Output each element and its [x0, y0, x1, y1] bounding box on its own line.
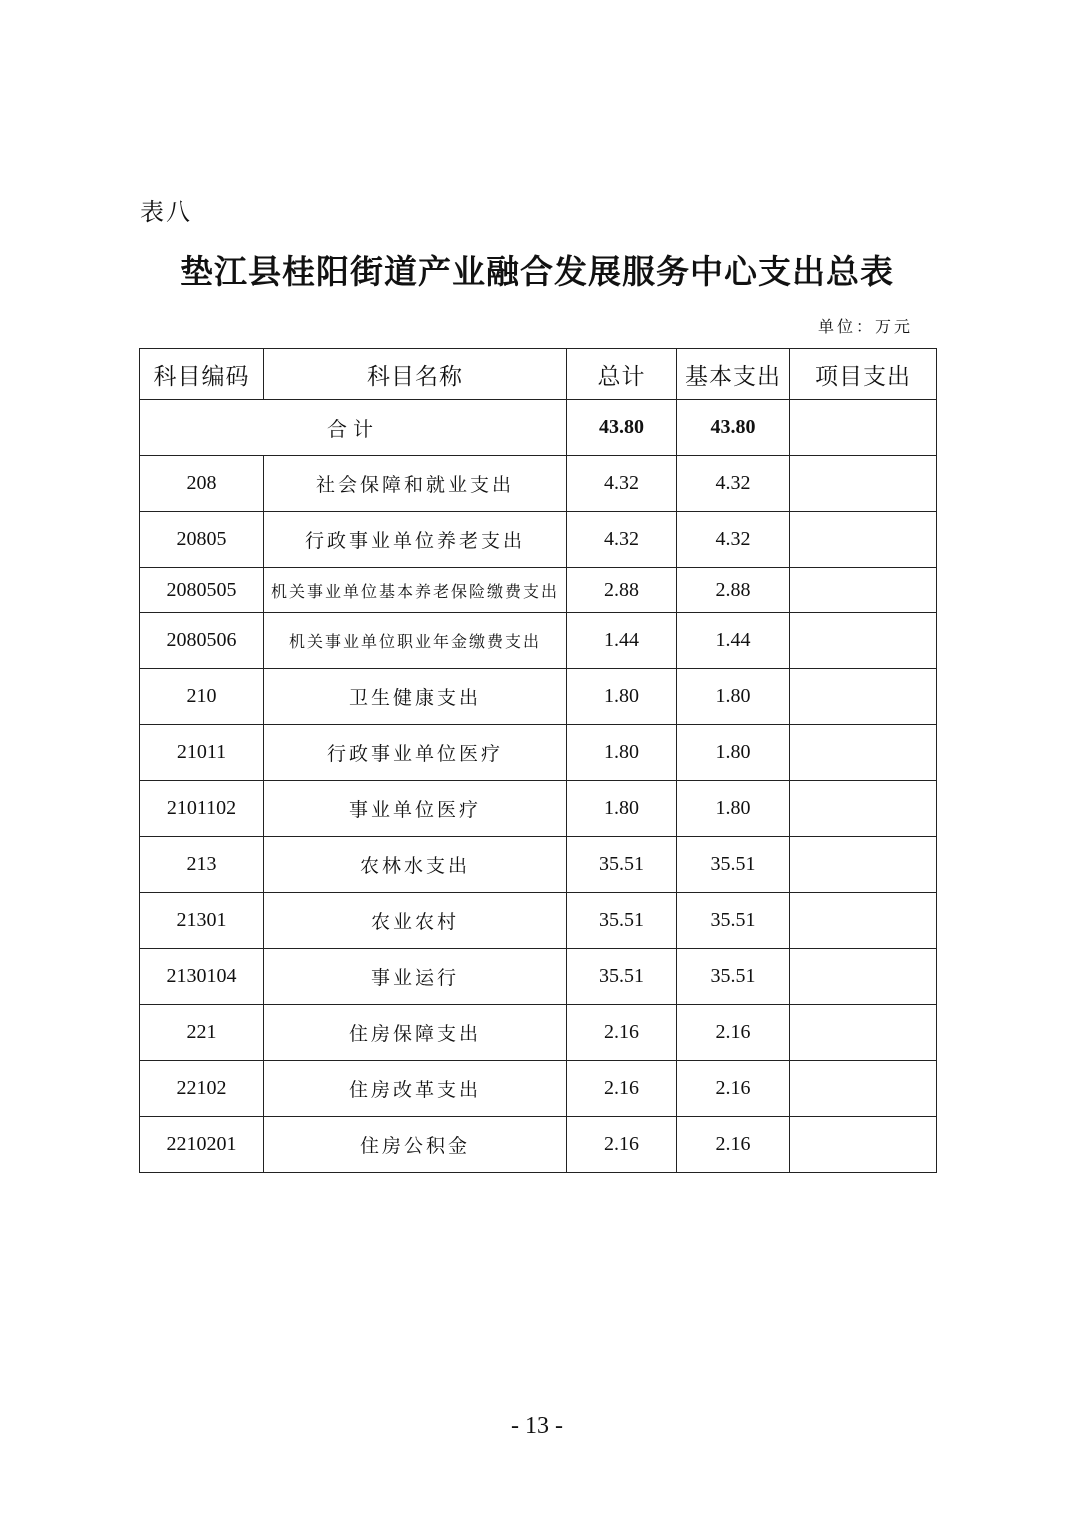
- row-name: 农林水支出: [264, 837, 567, 893]
- header-basic: 基本支出: [677, 349, 790, 400]
- row-total: 2.16: [567, 1005, 677, 1061]
- row-total: 2.88: [567, 568, 677, 613]
- table-row: [140, 1005, 937, 1061]
- row-project: [790, 725, 937, 781]
- table-header-row: [140, 349, 937, 400]
- row-code: 221: [140, 1005, 264, 1061]
- table-row: [140, 725, 937, 781]
- row-code: 210: [140, 669, 264, 725]
- row-code: 20805: [140, 512, 264, 568]
- row-project: [790, 1061, 937, 1117]
- page-title: 垫江县桂阳街道产业融合发展服务中心支出总表: [180, 252, 894, 291]
- row-basic: 35.51: [677, 893, 790, 949]
- header-project: 项目支出: [790, 349, 937, 400]
- total-amount: 43.80: [567, 400, 677, 456]
- row-code: 2101102: [140, 781, 264, 837]
- row-project: [790, 669, 937, 725]
- row-name: 机关事业单位职业年金缴费支出: [264, 613, 567, 669]
- row-basic: 4.32: [677, 456, 790, 512]
- row-name: 住房保障支出: [264, 1005, 567, 1061]
- row-basic: 35.51: [677, 837, 790, 893]
- table-row: [140, 837, 937, 893]
- expenditure-table: [139, 348, 937, 1173]
- total-label: 合计: [140, 400, 567, 456]
- row-name: 行政事业单位医疗: [264, 725, 567, 781]
- row-total: 4.32: [567, 512, 677, 568]
- header-name: 科目名称: [264, 349, 567, 400]
- row-name: 事业单位医疗: [264, 781, 567, 837]
- row-project: [790, 568, 937, 613]
- row-project: [790, 1117, 937, 1173]
- row-basic: 2.16: [677, 1117, 790, 1173]
- row-project: [790, 949, 937, 1005]
- row-total: 2.16: [567, 1117, 677, 1173]
- row-code: 21301: [140, 893, 264, 949]
- table-row: [140, 512, 937, 568]
- row-code: 21011: [140, 725, 264, 781]
- row-name: 卫生健康支出: [264, 669, 567, 725]
- header-total: 总计: [567, 349, 677, 400]
- total-row: [140, 400, 937, 456]
- table-row: [140, 669, 937, 725]
- row-project: [790, 512, 937, 568]
- total-project: [790, 400, 937, 456]
- row-code: 2130104: [140, 949, 264, 1005]
- row-total: 1.80: [567, 781, 677, 837]
- row-project: [790, 837, 937, 893]
- row-total: 4.32: [567, 456, 677, 512]
- row-total: 35.51: [567, 837, 677, 893]
- table-row: [140, 949, 937, 1005]
- row-basic: 1.44: [677, 613, 790, 669]
- row-name: 行政事业单位养老支出: [264, 512, 567, 568]
- row-code: 2080506: [140, 613, 264, 669]
- row-code: 22102: [140, 1061, 264, 1117]
- table-row: [140, 781, 937, 837]
- table-row: [140, 613, 937, 669]
- row-basic: 1.80: [677, 669, 790, 725]
- row-code: 213: [140, 837, 264, 893]
- row-code: 208: [140, 456, 264, 512]
- row-name: 农业农村: [264, 893, 567, 949]
- row-total: 1.44: [567, 613, 677, 669]
- row-basic: 2.16: [677, 1005, 790, 1061]
- row-basic: 1.80: [677, 725, 790, 781]
- table-row: [140, 893, 937, 949]
- row-basic: 2.16: [677, 1061, 790, 1117]
- header-code: 科目编码: [140, 349, 264, 400]
- row-project: [790, 893, 937, 949]
- row-total: 1.80: [567, 725, 677, 781]
- row-basic: 35.51: [677, 949, 790, 1005]
- row-project: [790, 1005, 937, 1061]
- row-name: 住房改革支出: [264, 1061, 567, 1117]
- row-name: 住房公积金: [264, 1117, 567, 1173]
- row-project: [790, 781, 937, 837]
- table-row: [140, 1061, 937, 1117]
- row-project: [790, 456, 937, 512]
- row-basic: 1.80: [677, 781, 790, 837]
- row-total: 2.16: [567, 1061, 677, 1117]
- table-row: [140, 1117, 937, 1173]
- row-name: 机关事业单位基本养老保险缴费支出: [264, 568, 567, 613]
- row-total: 1.80: [567, 669, 677, 725]
- table-row: [140, 568, 937, 613]
- total-basic: 43.80: [677, 400, 790, 456]
- row-total: 35.51: [567, 893, 677, 949]
- row-code: 2080505: [140, 568, 264, 613]
- table-label: 表八: [140, 198, 192, 226]
- unit-note: 单位：万元: [818, 317, 914, 336]
- row-project: [790, 613, 937, 669]
- row-basic: 4.32: [677, 512, 790, 568]
- row-total: 35.51: [567, 949, 677, 1005]
- table-row: [140, 456, 937, 512]
- row-name: 事业运行: [264, 949, 567, 1005]
- row-basic: 2.88: [677, 568, 790, 613]
- row-name: 社会保障和就业支出: [264, 456, 567, 512]
- row-code: 2210201: [140, 1117, 264, 1173]
- page-number: - 13 -: [511, 1413, 563, 1439]
